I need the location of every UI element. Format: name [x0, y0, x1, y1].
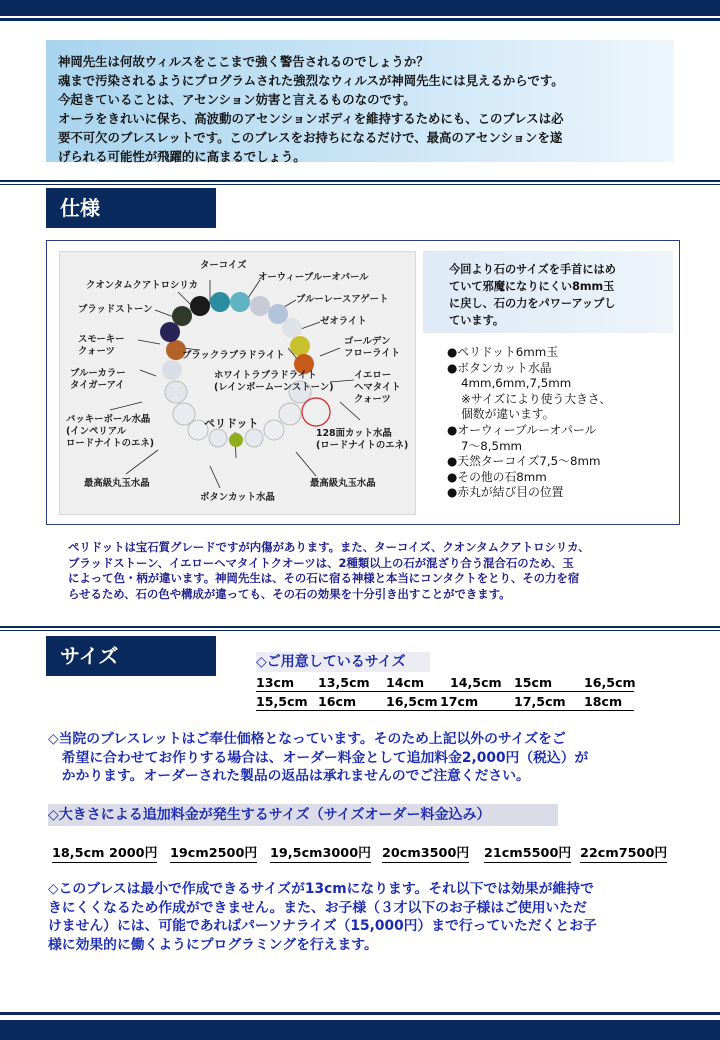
spec-item: ●オーウィーブルーオパール [447, 422, 597, 437]
size-underline [256, 710, 634, 711]
intro-panel [46, 40, 674, 162]
order-note-line: ◇当院のブレスレットはご奉仕価格となっています。そのため上記以外のサイズをご [48, 731, 566, 747]
note-line: ています。 [449, 314, 505, 327]
order-note [48, 730, 588, 786]
label-bluecolor: ブルーカラー タイガーアイ [70, 368, 126, 391]
section-rule [0, 180, 720, 182]
size-underline [256, 691, 634, 692]
size-value: 14cm [386, 675, 425, 690]
spec-item: ●天然ターコイズ7,5～8mm [447, 454, 601, 469]
section-rule-thin [0, 630, 720, 631]
available-sizes-title: ◇ご用意しているサイズ [256, 652, 430, 672]
label-quantum: クオンタムクアトロシリカ [86, 280, 199, 291]
extra-fee-item: 19,5cm3000円 [270, 846, 371, 861]
top-banner-bar [0, 0, 720, 16]
spec-item: 7～8,5mm [461, 438, 523, 453]
extra-fee-title: ◇大きさによる追加料金が発生するサイズ（サイズオーダー料金込み） [48, 804, 558, 826]
spec-item: ●ボタンカット水晶 [447, 360, 552, 375]
spec-heading: 仕様 [46, 188, 216, 228]
label-highest-right: 最高級丸玉水晶 [310, 478, 376, 489]
section-rule [0, 626, 720, 628]
order-note-line: かかります。オーダーされた製品の返品は承れませんのでご注意ください。 [48, 768, 530, 785]
size-value: 16cm [318, 694, 357, 709]
label-button-cut: ボタンカット水晶 [200, 492, 275, 503]
min-note-line: 様に効果的に働くようにプログラミングを行えます。 [48, 936, 378, 953]
spec-item: ●その他の石8mm [447, 469, 547, 484]
size-value: 16,5cm [386, 694, 438, 709]
spec-panel [46, 240, 680, 525]
extra-fee-item: 22cm7500円 [580, 846, 668, 861]
label-bluelace: ブルーレースアゲート [296, 294, 389, 305]
intro-line: げられる可能性が飛躍的に高まるでしょう。 [58, 149, 306, 164]
label-black-lab: ブラックラブラドライト [182, 350, 285, 361]
minimum-size-note [48, 880, 597, 954]
bottom-banner-bar [0, 1020, 720, 1040]
size-value: 15,5cm [256, 694, 308, 709]
size-value: 17cm [440, 694, 479, 709]
description-line: ペリドットは宝石質グレードですが内傷があります。また、ターコイズ、クオンタムクアトロシリカ、 [68, 540, 590, 554]
min-note-line: ◇このブレスは最小で作成できるサイズが13cmになります。それ以下では効果が維持で [48, 881, 594, 897]
spec-list [447, 345, 677, 501]
label-white-lab: ホワイトラブラドライト (レインボームーンストーン) [214, 370, 334, 393]
description-line: によって色・柄が違います。神岡先生は、その石に宿る神様と本当にコンタクトをとり、その力を宿 [68, 571, 580, 586]
label-peridot: ペリドット [204, 417, 259, 430]
section-rule-thin [0, 184, 720, 185]
note-line: ていて邪魔になりにくい8mm玉 [449, 280, 615, 293]
label-bloodstone: ブラッドストーン [78, 304, 153, 315]
label-smoky: スモーキー クォーツ [78, 334, 125, 357]
intro-line: 要不可欠のブレスレットです。このブレスをお持ちになるだけで、最高のアセンションを遂 [58, 130, 563, 145]
note-line: に戻し、石の力をパワーアップし [449, 297, 616, 310]
size-value: 13,5cm [318, 675, 370, 690]
intro-line: 魂まで汚染されるようにプログラムされた強烈なウィルスが神岡先生には見えるからです。 [58, 73, 564, 88]
label-turquoise: ターコイズ [200, 260, 247, 271]
extra-fee-item: 18,5cm 2000円 [52, 846, 158, 861]
label-128cut: 128面カット水晶 (ロードナイトのエネ) [316, 428, 409, 451]
label-highest-left: 最高級丸玉水晶 [84, 478, 150, 489]
spec-item: 個数が違います。 [461, 407, 555, 422]
note-line: 今回より石のサイズを手首にはめ [449, 263, 616, 276]
size-heading: サイズ [46, 636, 216, 676]
description-line: ブラッドストーン、イエローヘマタイトクオーツは、2種類以上の石が混ざり合う混合石のため、玉 [68, 555, 574, 570]
intro-line: オーラをきれいに保ち、高波動のアセンションボディを維持するためにも、このブレスは必 [58, 111, 564, 126]
bracelet-photo [59, 251, 416, 515]
spec-item: ●赤丸が結び目の位置 [447, 485, 564, 500]
size-value: 14,5cm [450, 675, 502, 690]
min-note-line: けません）には、可能であればパーソナライズ（15,000円）まで行っていただくとお子 [48, 918, 597, 935]
extra-fee-item: 21cm5500円 [484, 846, 572, 861]
size-value: 17,5cm [514, 694, 566, 709]
spec-description [68, 540, 688, 602]
spec-item: 4mm,6mm,7,5mm [461, 376, 572, 391]
size-value: 15cm [514, 675, 553, 690]
top-banner-line [0, 18, 720, 21]
label-buckyball: バッキーボール水晶 (インペリアル ロードナイトのエネ) [66, 414, 155, 449]
extra-fee-item: 19cm2500円 [170, 846, 258, 861]
spec-item: ●ペリドット6mm玉 [447, 345, 559, 359]
bottom-banner-line [0, 1012, 720, 1015]
min-note-line: きにくくなるため作成ができません。また、お子様（３才以下のお子様はご使用いただ [48, 899, 587, 916]
label-zeolite: ゼオライト [320, 316, 367, 327]
description-line: らせるため、石の色や構成が違っても、その石の効果を十分引き出すことができます。 [68, 586, 511, 601]
intro-line: 今起きていることは、アセンション妨害と言えるものなのです。 [58, 92, 416, 107]
label-golden: ゴールデン フローライト [344, 336, 400, 359]
label-yellow: イエロー ヘマタイト クォーツ [354, 370, 401, 405]
order-note-line: 希望に合わせてお作りする場合は、オーダー料金として追加料金2,000円（税込）が [48, 749, 589, 766]
label-opal: オーウィーブルーオパール [258, 272, 369, 283]
size-note-box [423, 251, 673, 333]
intro-line: 神岡先生は何故ウィルスをここまで強く警告されるのでしょうか？ [58, 54, 429, 69]
spec-item: ※サイズにより使う大きさ、 [461, 391, 612, 406]
extra-fee-item: 20cm3500円 [382, 846, 470, 861]
size-value: 18cm [584, 694, 623, 709]
size-value: 13cm [256, 675, 295, 690]
size-value: 16,5cm [584, 675, 636, 690]
